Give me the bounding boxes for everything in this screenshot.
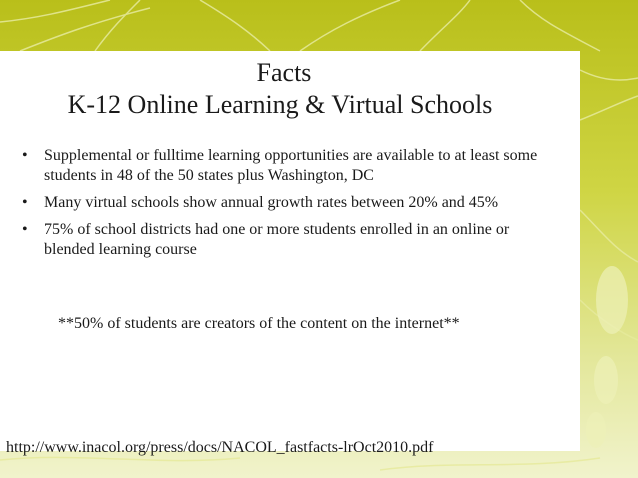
bullet-item bbox=[22, 220, 542, 260]
title-line-1: Facts bbox=[256, 58, 312, 87]
source-link[interactable]: http://www.inacol.org/press/docs/NACOL_fastfacts-lrOct2010.pdf bbox=[6, 439, 434, 456]
highlight-note: **50% of students are creators of the content on the internet** bbox=[58, 315, 460, 332]
bullet-icon: • bbox=[22, 147, 28, 164]
slide-title bbox=[0, 58, 560, 122]
bullet-text: 75% of school districts had one or more students enrolled in an online or blended learning course bbox=[44, 221, 510, 258]
bullet-icon: • bbox=[22, 194, 28, 211]
bullet-text: Supplemental or fulltime learning opportunities are available to at least some students in 48 of the 50 states plus Washington, DC bbox=[44, 147, 538, 184]
bullet-text: Many virtual schools show annual growth rates between 20% and 45% bbox=[44, 194, 499, 211]
bullet-list bbox=[22, 146, 542, 267]
bullet-item bbox=[22, 193, 542, 213]
title-line-2: K-12 Online Learning & Virtual Schools bbox=[67, 90, 493, 119]
bullet-item bbox=[22, 146, 542, 186]
bullet-icon: • bbox=[22, 221, 28, 238]
